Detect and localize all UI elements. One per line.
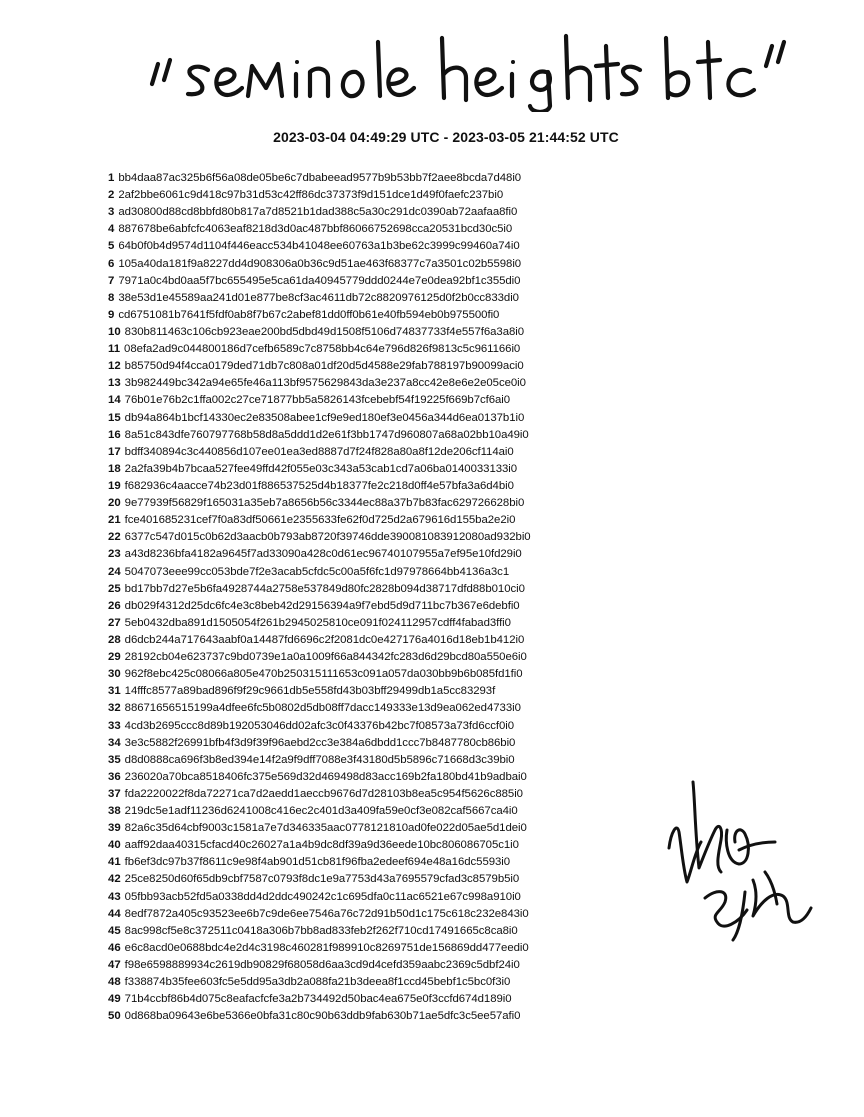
list-item-number: 42 xyxy=(108,873,121,886)
inscription-id: f682936c4aacce74b23d01f886537525d4b18377fe2c218d0ff4e57bfa3a6d4bi0 xyxy=(124,479,514,492)
list-item-number: 1 xyxy=(108,172,115,184)
inscription-id: 4cd3b2695ccc8d89b192053046dd02afc3c0f43376b42bc7f08573a73fd6ccf0i0 xyxy=(124,719,515,732)
inscription-id: aaff92daa40315cfacd40c26027a1a4b9dc8df39a9d36eede10bc806086705c1i0 xyxy=(124,839,519,852)
list-item xyxy=(108,444,628,461)
list-item-number: 49 xyxy=(108,993,121,1006)
inscription-id: 05fbb93acb52fd5a0338dd4d2ddc490242c1c695dfa0c11ac6521e67c998a910i0 xyxy=(124,890,521,903)
list-item xyxy=(108,769,628,786)
list-item xyxy=(108,564,628,581)
inscription-id: fda2220022f8da72271ca7d2aedd1aeccb9676d7d28103b8ea5c954f5626c885i0 xyxy=(124,787,523,800)
list-item xyxy=(108,478,628,495)
list-item xyxy=(108,803,628,820)
list-item-number: 46 xyxy=(108,941,121,954)
list-item xyxy=(108,718,628,735)
list-item-number: 32 xyxy=(108,702,121,715)
inscription-id: 2af2bbe6061c9d418c97b31d53c42ff86dc37373f9d151dce1d49f0faefc237bi0 xyxy=(118,189,504,202)
list-item-number: 23 xyxy=(108,548,121,561)
list-item xyxy=(108,683,628,700)
inscription-id-list xyxy=(108,170,628,1025)
list-item-number: 45 xyxy=(108,924,121,937)
list-item xyxy=(108,290,628,307)
handwritten-title xyxy=(120,22,800,112)
list-item xyxy=(108,427,628,444)
list-item-number: 11 xyxy=(108,343,121,356)
list-item xyxy=(108,392,628,409)
list-item xyxy=(108,598,628,615)
list-item-number: 22 xyxy=(108,531,121,544)
list-item xyxy=(108,991,628,1008)
list-item xyxy=(108,820,628,837)
list-item-number: 47 xyxy=(108,959,121,972)
handwritten-signature xyxy=(665,772,815,942)
list-item xyxy=(108,700,628,717)
list-item xyxy=(108,221,628,238)
inscription-id: 5047073eee99cc053bde7f2e3acab5cfdc5c00a5f6fc1d97978664bb4136a3c1 xyxy=(124,565,510,578)
list-item-number: 40 xyxy=(108,839,121,852)
list-item-number: 33 xyxy=(108,719,121,732)
list-item xyxy=(108,546,628,563)
list-item xyxy=(108,204,628,221)
inscription-id: 830b811463c106cb923eae200bd5dbd49d1508f5106d74837733f4e557f6a3a8i0 xyxy=(124,325,525,338)
date-range: 2023-03-04 04:49:29 UTC - 2023-03-05 21:44:52 UTC xyxy=(273,129,619,145)
list-item-number: 26 xyxy=(108,599,121,612)
inscription-id: 9e77939f56829f165031a35eb7a8656b56c3344ec88a37b7b83fac629726628bi0 xyxy=(124,497,525,510)
list-item xyxy=(108,410,628,427)
list-item-number: 20 xyxy=(108,497,121,510)
inscription-id: 8ac998cf5e8c372511c0418a306b7bb8ad833feb2f262f710cd17491665c8ca8i0 xyxy=(124,924,518,937)
list-item-number: 10 xyxy=(108,325,121,338)
inscription-id: fb6ef3dc97b37f8611c9e98f4ab901d51cb81f96fba2edeef694e48a16dc5593i0 xyxy=(124,856,511,869)
list-item-number: 9 xyxy=(108,308,115,321)
list-item xyxy=(108,324,628,341)
handwritten-title-svg xyxy=(120,22,800,112)
list-item xyxy=(108,358,628,375)
list-item xyxy=(108,341,628,358)
inscription-id: b85750d94f4cca0179ded71db7c808a01df20d5d4588e29fab788197b90099aci0 xyxy=(124,360,524,373)
inscription-id: 76b01e76b2c1ffa002c27ce71877bb5a5826143fcebebf54f19225f669b7cf6ai0 xyxy=(124,394,511,407)
inscription-id: 5eb0432dba891d1505054f261b2945025810ce091f024112957cdff4fabad3ffi0 xyxy=(124,616,511,629)
list-item-number: 37 xyxy=(108,787,121,800)
list-item-number: 8 xyxy=(108,291,115,304)
list-item xyxy=(108,187,628,204)
list-item-number: 50 xyxy=(108,1010,121,1023)
list-item xyxy=(108,1008,628,1025)
list-item-number: 48 xyxy=(108,976,121,989)
inscription-id: 88671656515199a4dfee6fc5b0802d5db08ff7dacc149333e13d9ea062ed4733i0 xyxy=(124,702,521,715)
list-item xyxy=(108,632,628,649)
inscription-id: 2a2fa39b4b7bcaa527fee49ffd42f055e03c343a53cab1cd7a06ba0140033133i0 xyxy=(124,462,518,475)
list-item-number: 7 xyxy=(108,274,115,287)
list-item xyxy=(108,957,628,974)
inscription-id: d8d0888ca696f3b8ed394e14f2a9f9dff7088e3f43180d5b5896c71668d3c39bi0 xyxy=(124,753,515,766)
inscription-id: 82a6c35d64cbf9003c1581a7e7d346335aac0778121810ad0fe022d05ae5d1dei0 xyxy=(124,822,527,835)
inscription-id: bd17bb7d27e5b6fa4928744a2758e537849d80fc2828b094d38717dfd88b010ci0 xyxy=(124,582,525,595)
list-item-number: 36 xyxy=(108,770,121,783)
inscription-id: db94a864b1bcf14330ec2e83508abee1cf9e9ed180ef3e0456a344d6ea0137b1i0 xyxy=(124,411,525,424)
list-item xyxy=(108,375,628,392)
list-item-number: 31 xyxy=(108,685,121,698)
list-item-number: 43 xyxy=(108,890,121,903)
list-item xyxy=(108,529,628,546)
list-item-number: 6 xyxy=(108,257,115,270)
inscription-id: cd6751081b7641f5fdf0ab8f7b67c2abef81dd0ff0b61e40fb594eb0b975500fi0 xyxy=(118,308,500,321)
list-item xyxy=(108,461,628,478)
list-item xyxy=(108,256,628,273)
inscription-id: 25ce8250d60f65db9cbf7587c0793f8dc1e9a7753d43a7695579cfad3c8579b5i0 xyxy=(124,873,520,886)
list-item-number: 16 xyxy=(108,428,121,441)
list-item-number: 17 xyxy=(108,445,121,458)
list-item xyxy=(108,906,628,923)
list-item xyxy=(108,974,628,991)
list-item xyxy=(108,170,628,187)
list-item-number: 35 xyxy=(108,753,121,766)
list-item-number: 3 xyxy=(108,206,115,219)
inscription-id: 887678be6abfcfc4063eaf8218d3d0ac487bbf86066752698cca20531bcd30c5i0 xyxy=(118,223,513,236)
list-item-number: 29 xyxy=(108,651,121,664)
inscription-id: 962f8ebc425c08066a805e470b250315111653c091a057da030bb9b6b085fd1fi0 xyxy=(124,668,523,681)
list-item xyxy=(108,871,628,888)
list-item-number: 34 xyxy=(108,736,121,749)
list-item-number: 44 xyxy=(108,907,121,920)
list-item xyxy=(108,837,628,854)
list-item-number: 14 xyxy=(108,394,121,407)
list-item-number: 25 xyxy=(108,582,121,595)
inscription-id: 8a51c843dfe760797768b58d8a5ddd1d2e61f3bb1747d960807a68a02bb10a49i0 xyxy=(124,428,529,441)
list-item-number: 24 xyxy=(108,565,121,578)
inscription-id: 8edf7872a405c93523ee6b7c9de6ee7546a76c72d91b50d1c175c618c232e843i0 xyxy=(124,907,529,920)
list-item xyxy=(108,752,628,769)
list-item xyxy=(108,649,628,666)
list-item-number: 13 xyxy=(108,377,121,390)
list-item xyxy=(108,512,628,529)
list-item xyxy=(108,786,628,803)
list-item xyxy=(108,307,628,324)
inscription-id: 3e3c5882f26991bfb4f3d9f39f96aebd2cc3e384a6dbdd1ccc7b8487780cb86bi0 xyxy=(124,736,516,749)
list-item-number: 5 xyxy=(108,240,115,253)
list-item-number: 4 xyxy=(108,223,115,236)
inscription-id: f338874b35fee603fc5e5dd95a3db2a088fa21b3deea8f1ccd45bebf1c5bc0f3i0 xyxy=(124,976,511,989)
list-item xyxy=(108,940,628,957)
list-item xyxy=(108,495,628,512)
signature-svg xyxy=(665,772,815,942)
list-item-number: 28 xyxy=(108,633,121,646)
list-item-number: 2 xyxy=(108,189,115,202)
inscription-id: bb4daa87ac325b6f56a08de05be6c7dbabeead9577b9b53bb7f2aee8bcda7d48i0 xyxy=(118,172,522,184)
inscription-id: 3b982449bc342a94e65fe46a113bf9575629843da3e237a8cc42e8e6e2e05ce0i0 xyxy=(124,377,526,390)
list-item xyxy=(108,238,628,255)
inscription-id: d6dcb244a717643aabf0a14487fd6696c2f2081dc0e427176a4016d18eb1b412i0 xyxy=(124,633,525,646)
inscription-id: 6377c547d015c0b62d3aacb0b793ab8720f39746dde390081083912080ad932bi0 xyxy=(124,531,531,544)
list-item xyxy=(108,854,628,871)
list-item-number: 38 xyxy=(108,805,121,818)
list-item-number: 12 xyxy=(108,360,121,373)
inscription-id: 0d868ba09643e6be5366e0bfa31c80c90b63ddb9fab630b71ae5dfc3c5ee57afi0 xyxy=(124,1010,521,1023)
list-item-number: 41 xyxy=(108,856,121,869)
inscription-id: a43d8236bfa4182a9645f7ad33090a428c0d61ec96740107955a7ef95e10fd29i0 xyxy=(124,548,522,561)
inscription-id: ad30800d88cd8bbfd80b817a7d8521b1dad388c5a30c291dc0390ab72aafaa8fi0 xyxy=(118,206,518,219)
list-item xyxy=(108,735,628,752)
list-item xyxy=(108,666,628,683)
inscription-id: 64b0f0b4d9574d1104f446eacc534b41048ee60763a1b3be62c3999c99460a74i0 xyxy=(118,240,520,253)
list-item xyxy=(108,615,628,632)
list-item-number: 18 xyxy=(108,462,121,475)
inscription-id: 236020a70bca8518406fc375e569d32d469498d83acc169b2fa180bd41b9adbai0 xyxy=(124,770,527,783)
list-item xyxy=(108,273,628,290)
inscription-id: 28192cb04e623737c9bd0739e1a0a1009f66a844342fc283d6d29bcd80a550e6i0 xyxy=(124,651,527,664)
list-item xyxy=(108,889,628,906)
inscription-id: 219dc5e1adf11236d6241008c416ec2c401d3a409fa59e0cf3e082caf5667ca4i0 xyxy=(124,805,518,818)
inscription-id: e6c8acd0e0688bdc4e2d4c3198c460281f989910c8269751de156869dd477eedi0 xyxy=(124,941,529,954)
inscription-id: 105a40da181f9a8227dd4d908306a0b36c9d51ae463f68377c7a3501c02b5598i0 xyxy=(118,257,522,270)
list-item-number: 21 xyxy=(108,514,121,527)
inscription-id: f98e6598889934c2619db90829f68058d6aa3cd9d4cefd359aabc2369c5dbf24i0 xyxy=(124,959,520,972)
inscription-id: 7971a0c4bd0aa5f7bc655495e5ca61da40945779ddd0244e7e0dea92bf1c355di0 xyxy=(118,274,521,287)
list-item-number: 39 xyxy=(108,822,121,835)
list-item-number: 15 xyxy=(108,411,121,424)
inscription-id: 71b4ccbf86b4d075c8eafacfcfe3a2b734492d50bac4ea675e0f3ccfd674d189i0 xyxy=(124,993,512,1006)
inscription-id: bdff340894c3c440856d107ee01ea3ed8887d7f24f828a80a8f12de206cf114ai0 xyxy=(124,445,514,458)
list-item-number: 27 xyxy=(108,616,121,629)
list-item-number: 19 xyxy=(108,479,121,492)
inscription-id: db029f4312d25dc6fc4e3c8beb42d29156394a9f7ebd5d9d711bc7b367e6debfi0 xyxy=(124,599,520,612)
inscription-id: 08efa2ad9c044800186d7cefb6589c7c8758bb4c64e796d826f9813c5c961166i0 xyxy=(124,343,521,356)
inscription-id: 38e53d1e45589aa241d01e877be8cf3ac4611db72c8820976125d0f2b0cc833di0 xyxy=(118,291,519,304)
list-item-number: 30 xyxy=(108,668,121,681)
inscription-id: 14fffc8577a89bad896f9f29c9661db5e558fd43b03bff29499db1a5cc83293f xyxy=(124,685,496,698)
list-item xyxy=(108,923,628,940)
inscription-id: fce401685231cef7f0a83df50661e2355633fe62f0d725d2a679616d155ba2e2i0 xyxy=(124,514,516,527)
list-item xyxy=(108,581,628,598)
